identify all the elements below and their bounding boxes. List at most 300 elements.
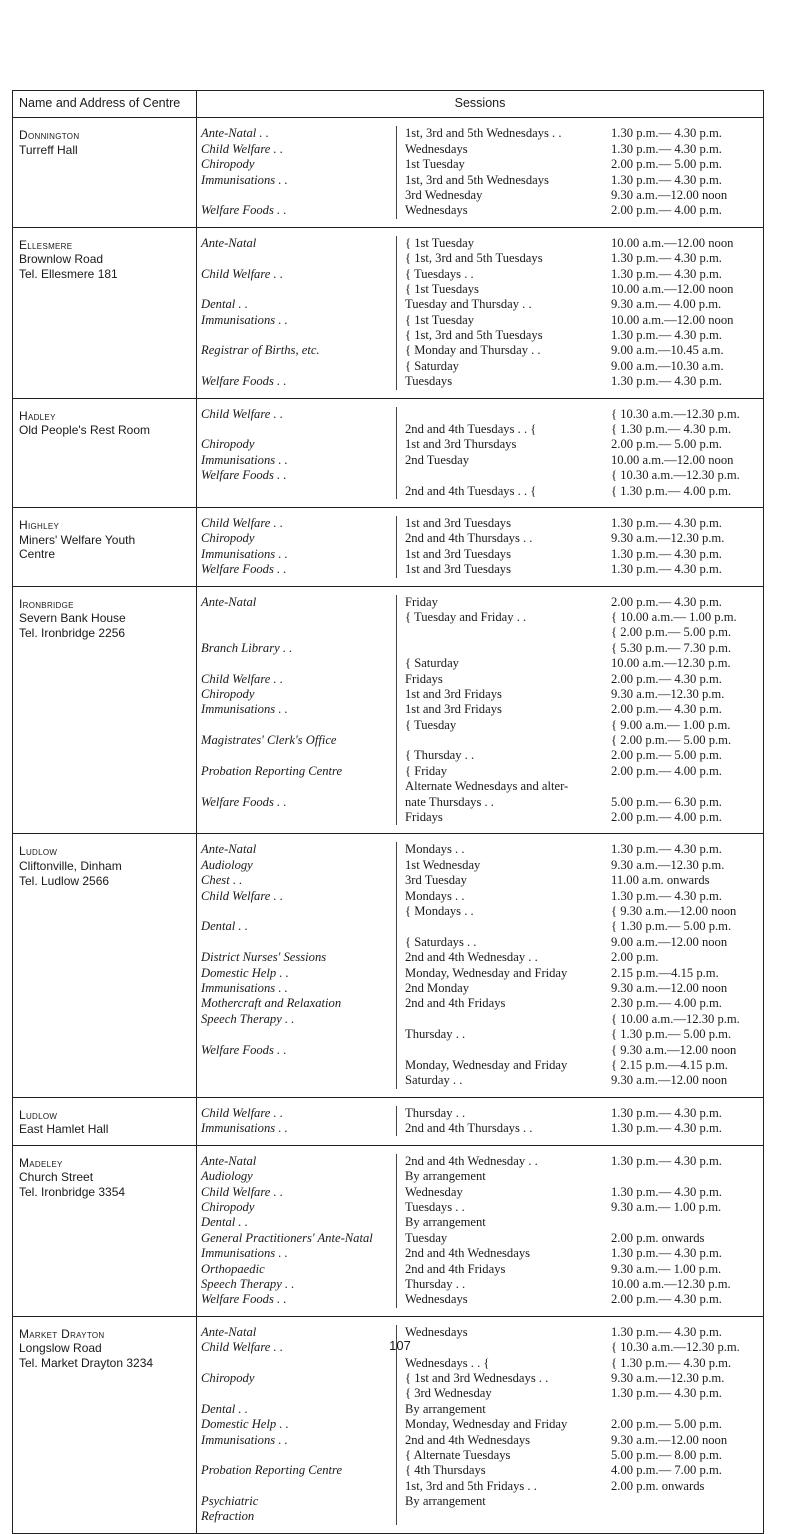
service-item: Speech Therapy . .: [201, 1276, 295, 1291]
session-day: { 1st, 3rd and 5th Tuesdays: [405, 328, 543, 343]
session-time: { 1.30 p.m.— 4.30 p.m.: [611, 422, 732, 437]
times-column: [609, 236, 759, 390]
session-time: 9.30 a.m.—12.00 noon: [611, 1432, 728, 1447]
centre-name: Madeley: [19, 1155, 63, 1170]
session-time: 2.00 p.m.— 5.00 p.m.: [611, 437, 722, 452]
session-time: 2.00 p.m.— 4.30 p.m.: [611, 594, 722, 609]
times-column: [609, 126, 759, 218]
table-header-row: [13, 91, 764, 118]
session-time: 9.30 a.m.—12.00 noon: [611, 980, 728, 995]
session-time: 1.30 p.m.— 4.30 p.m.: [611, 546, 722, 561]
session-day: 2nd and 4th Thursdays . .: [405, 531, 533, 546]
centre-row: [13, 834, 764, 1097]
centre-address-line: Miners' Welfare Youth: [19, 532, 136, 547]
session-day: 1st Wednesday: [405, 857, 481, 872]
service-item: Probation Reporting Centre: [201, 1463, 343, 1478]
session-day: 1st and 3rd Tuesdays: [405, 546, 512, 561]
service-item: Child Welfare . .: [201, 888, 283, 903]
session-day: 1st and 3rd Thursdays: [405, 437, 517, 452]
service-item: Immunisations . .: [201, 1432, 288, 1447]
session-time: { 1.30 p.m.— 5.00 p.m.: [611, 1027, 732, 1042]
centre-row: [13, 1097, 764, 1145]
session-time: 1.30 p.m.— 4.30 p.m.: [611, 842, 722, 857]
session-day: 1st Tuesday: [405, 157, 465, 172]
service-item: [201, 1448, 392, 1463]
centre-sessions: [197, 398, 764, 507]
session-time: 1.30 p.m.— 4.30 p.m.: [611, 1386, 722, 1401]
session-time: { 5.30 p.m.— 7.30 p.m.: [611, 640, 732, 655]
session-time: 1.30 p.m.— 4.30 p.m.: [611, 126, 722, 141]
service-item: Dental . .: [201, 1215, 248, 1230]
service-item: Dental . .: [201, 297, 248, 312]
session-day: 2nd and 4th Wednesday . .: [405, 1153, 538, 1168]
session-time: [611, 1494, 759, 1509]
centre-row: [13, 586, 764, 834]
service-item: Child Welfare . .: [201, 266, 283, 281]
times-column: [609, 595, 759, 826]
centre-name-address: [13, 834, 197, 1097]
session-time: 1.30 p.m.— 4.30 p.m.: [611, 251, 722, 266]
service-item: Chiropody: [201, 157, 255, 172]
service-item: Immunisations . .: [201, 1121, 288, 1136]
session-day: 2nd and 4th Thursdays . .: [405, 1121, 533, 1136]
centre-address-line: Tel. Ellesmere 181: [19, 266, 118, 281]
svc-column: [201, 842, 397, 1088]
session-day: [405, 733, 609, 748]
session-time: 4.00 p.m.— 7.00 p.m.: [611, 1463, 722, 1478]
svc-column: [201, 516, 397, 578]
service-item: Immunisations . .: [201, 172, 288, 187]
svc-column: [201, 407, 397, 499]
session-day: { 4th Thursdays: [405, 1463, 486, 1478]
service-item: [201, 422, 392, 437]
session-day: By arrangement: [405, 1215, 486, 1230]
centre-name: Hadley: [19, 408, 56, 423]
centre-sessions: [197, 118, 764, 227]
session-time: 9.00 a.m.—10.45 a.m.: [611, 343, 724, 358]
session-time: { 2.00 p.m.— 5.00 p.m.: [611, 733, 732, 748]
session-time: 9.30 a.m.— 1.00 p.m.: [611, 1200, 722, 1215]
centre-address-line: Old People's Rest Room: [19, 423, 151, 438]
service-item: Refraction: [201, 1509, 255, 1524]
service-item: Chiropody: [201, 437, 255, 452]
session-day: Thursday . .: [405, 1276, 466, 1291]
session-day: By arrangement: [405, 1494, 486, 1509]
service-item: General Practitioners' Ante-Natal: [201, 1230, 373, 1245]
session-day: 2nd and 4th Fridays: [405, 1261, 506, 1276]
service-item: Ante-Natal . .: [201, 126, 269, 141]
service-item: Ante-Natal: [201, 1324, 257, 1339]
service-item: [201, 748, 392, 763]
session-day: Wednesdays: [405, 1324, 468, 1339]
service-item: [201, 282, 392, 297]
centre-row: [13, 118, 764, 227]
session-day: Mondays . .: [405, 888, 465, 903]
centre-name: Ironbridge: [19, 596, 74, 611]
centre-name: Ludlow: [19, 1107, 58, 1122]
session-day: [405, 468, 609, 483]
session-time: { 9.30 a.m.—12.00 noon: [611, 1042, 737, 1057]
svc-column: [201, 126, 397, 218]
centre-address-line: Church Street: [19, 1170, 94, 1185]
session-day: 1st and 3rd Tuesdays: [405, 562, 512, 577]
service-item: Welfare Foods . .: [201, 374, 287, 389]
times-column: [609, 1325, 759, 1525]
session-day: { Saturday: [405, 656, 459, 671]
session-day: { 1st Tuesday: [405, 235, 475, 250]
session-time: 9.30 a.m.— 1.00 p.m.: [611, 1261, 722, 1276]
service-item: [201, 610, 392, 625]
service-item: [201, 935, 392, 950]
service-item: Welfare Foods . .: [201, 562, 287, 577]
service-item: Child Welfare . .: [201, 1184, 283, 1199]
session-time: 1.30 p.m.— 4.30 p.m.: [611, 374, 722, 389]
service-item: [201, 779, 392, 794]
session-day: { 1st, 3rd and 5th Tuesdays: [405, 251, 543, 266]
service-item: [201, 625, 392, 640]
clinic-schedule-table: [12, 90, 764, 1534]
session-day: By arrangement: [405, 1169, 486, 1184]
session-day: 1st and 3rd Fridays: [405, 686, 502, 701]
session-time: [611, 1169, 759, 1184]
centre-name-address: [13, 1145, 197, 1316]
service-item: Speech Therapy . .: [201, 1011, 295, 1026]
service-item: [201, 328, 392, 343]
centre-sessions: [197, 227, 764, 398]
session-time: 9.00 a.m.—10.30 a.m.: [611, 358, 724, 373]
service-item: Domestic Help . .: [201, 965, 289, 980]
session-day: 1st, 3rd and 5th Wednesdays: [405, 172, 549, 187]
session-time: { 1.30 p.m.— 5.00 p.m.: [611, 919, 732, 934]
session-day: 2nd and 4th Wednesdays: [405, 1246, 531, 1261]
session-day: Thursday . .: [405, 1027, 466, 1042]
session-day: { 1st Tuesday: [405, 312, 475, 327]
session-day: 3rd Tuesday: [405, 873, 467, 888]
service-item: Immunisations . .: [201, 546, 288, 561]
centre-sessions: [197, 1145, 764, 1316]
session-time: 1.30 p.m.— 4.30 p.m.: [611, 888, 722, 903]
service-item: Dental . .: [201, 919, 248, 934]
session-day: { Tuesday: [405, 717, 457, 732]
session-day: { Thursday . .: [405, 748, 475, 763]
service-item: Child Welfare . .: [201, 1105, 283, 1120]
session-time: { 1.30 p.m.— 4.00 p.m.: [611, 483, 732, 498]
session-time: 2.00 p.m.— 4.30 p.m.: [611, 671, 722, 686]
service-item: Ante-Natal: [201, 594, 257, 609]
centre-name-address: [13, 118, 197, 227]
centre-row: [13, 508, 764, 587]
session-day: Fridays: [405, 671, 443, 686]
session-time: 10.00 a.m.—12.00 noon: [611, 235, 734, 250]
session-time: 9.30 a.m.—12.30 p.m.: [611, 531, 725, 546]
service-item: Orthopaedic: [201, 1261, 265, 1276]
session-time: { 10.00 a.m.—12.30 p.m.: [611, 1011, 740, 1026]
session-time: 10.00 a.m.—12.00 noon: [611, 312, 734, 327]
session-time: 9.30 a.m.—12.30 p.m.: [611, 686, 725, 701]
session-time: 1.30 p.m.— 4.30 p.m.: [611, 516, 722, 530]
days-column: [397, 236, 609, 390]
service-item: Child Welfare . .: [201, 1340, 283, 1355]
times-column: [609, 407, 759, 499]
session-day: Tuesdays . .: [405, 1200, 465, 1215]
service-item: Ante-Natal: [201, 842, 257, 857]
session-time: 9.30 a.m.—12.00 noon: [611, 1073, 728, 1088]
session-time: 2.00 p.m.— 5.00 p.m.: [611, 748, 722, 763]
session-day: Monday, Wednesday and Friday: [405, 1057, 568, 1072]
session-day: { Saturdays . .: [405, 934, 477, 949]
service-item: Immunisations . .: [201, 452, 288, 467]
session-day: nate Thursdays . .: [405, 794, 494, 809]
session-day: [405, 641, 609, 656]
centre-address-line: Tel. Market Drayton 3234: [19, 1355, 154, 1370]
centre-row: [13, 227, 764, 398]
centre-address-line: Tel. Ironbridge 2256: [19, 625, 126, 640]
session-time: 10.00 a.m.—12.30 p.m.: [611, 1276, 731, 1291]
service-item: Chiropody: [201, 686, 255, 701]
centre-row: [13, 398, 764, 507]
session-day: Monday, Wednesday and Friday: [405, 1417, 568, 1432]
times-column: [609, 1106, 759, 1137]
service-item: Immunisations . .: [201, 312, 288, 327]
service-item: [201, 1356, 392, 1371]
session-time: 2.00 p.m.— 4.00 p.m.: [611, 810, 722, 825]
session-time: [611, 779, 759, 794]
session-day: Mondays . .: [405, 842, 465, 857]
centre-address-line: Brownlow Road: [19, 252, 104, 267]
session-time: { 1.30 p.m.— 4.30 p.m.: [611, 1355, 732, 1370]
session-day: Monday, Wednesday and Friday: [405, 965, 568, 980]
session-time: 2.00 p.m.: [611, 950, 659, 965]
session-time: 1.30 p.m.— 4.30 p.m.: [611, 141, 722, 156]
service-item: Child Welfare . .: [201, 141, 283, 156]
service-item: [201, 1027, 392, 1042]
service-item: [201, 1386, 392, 1401]
session-day: Wednesdays: [405, 203, 468, 218]
centre-address-line: East Hamlet Hall: [19, 1122, 109, 1137]
centre-name: Ludlow: [19, 844, 58, 859]
centre-address-line: Longslow Road: [19, 1341, 102, 1356]
session-time: 9.30 a.m.—12.30 p.m.: [611, 1370, 725, 1385]
service-item: Registrar of Births, etc.: [201, 343, 320, 358]
service-item: Psychiatric: [201, 1494, 259, 1509]
days-column: [397, 126, 609, 218]
session-day: Wednesdays: [405, 1292, 468, 1307]
days-column: [397, 516, 609, 578]
service-item: Welfare Foods . .: [201, 203, 287, 218]
centre-address-line: Cliftonville, Dinham: [19, 859, 122, 874]
svc-column: [201, 1325, 397, 1525]
days-column: [397, 1106, 609, 1137]
session-time: 2.30 p.m.— 4.00 p.m.: [611, 996, 722, 1011]
session-day: 1st and 3rd Fridays: [405, 702, 502, 717]
session-time: 9.00 a.m.—12.00 noon: [611, 934, 728, 949]
session-day: [405, 1012, 609, 1027]
session-time: 2.00 p.m.— 4.30 p.m.: [611, 1292, 722, 1307]
session-day: { Tuesdays . .: [405, 266, 474, 281]
session-day: { Alternate Tuesdays: [405, 1447, 511, 1462]
service-item: Ante-Natal: [201, 235, 257, 250]
centre-name: Donnington: [19, 128, 80, 143]
centre-sessions: [197, 508, 764, 587]
session-time: 2.00 p.m.— 5.00 p.m.: [611, 1417, 722, 1432]
svc-column: [201, 595, 397, 826]
session-time: 2.15 p.m.—4.15 p.m.: [611, 965, 719, 980]
session-day: { 3rd Wednesday: [405, 1386, 492, 1401]
centre-name-address: [13, 227, 197, 398]
service-item: Chest . .: [201, 873, 243, 888]
service-item: [201, 251, 392, 266]
session-day: [405, 1043, 609, 1058]
session-time: 5.00 p.m.— 6.30 p.m.: [611, 794, 722, 809]
centre-name-address: [13, 398, 197, 507]
session-time: 2.00 p.m.— 4.30 p.m.: [611, 702, 722, 717]
session-time: [611, 1402, 759, 1417]
session-time: 1.30 p.m.— 4.30 p.m.: [611, 1184, 722, 1199]
service-item: Chiropody: [201, 1370, 255, 1385]
service-item: [201, 188, 392, 203]
session-time: 1.30 p.m.— 4.30 p.m.: [611, 562, 722, 577]
service-item: [201, 1058, 392, 1073]
service-item: District Nurses' Sessions: [201, 950, 327, 965]
service-item: Welfare Foods . .: [201, 794, 287, 809]
session-time: 1.30 p.m.— 4.30 p.m.: [611, 1105, 722, 1120]
centre-address-line: Tel. Ironbridge 3354: [19, 1185, 126, 1200]
service-item: Welfare Foods . .: [201, 468, 287, 483]
session-day: 2nd Tuesday: [405, 452, 470, 467]
session-time: 9.30 a.m.— 4.00 p.m.: [611, 297, 722, 312]
service-item: Child Welfare . .: [201, 406, 283, 421]
session-day: Fridays: [405, 810, 443, 825]
centre-name: Ellesmere: [19, 237, 73, 252]
centre-name-address: [13, 586, 197, 834]
session-day: 3rd Wednesday: [405, 187, 483, 202]
service-item: Immunisations . .: [201, 1246, 288, 1261]
days-column: [397, 595, 609, 826]
service-item: [201, 656, 392, 671]
service-item: Branch Library . .: [201, 640, 293, 655]
session-day: 2nd and 4th Fridays: [405, 996, 506, 1011]
session-time: 10.00 a.m.—12.30 p.m.: [611, 656, 731, 671]
session-time: { 2.00 p.m.— 5.00 p.m.: [611, 625, 732, 640]
service-item: Immunisations . .: [201, 980, 288, 995]
centre-row: [13, 1145, 764, 1316]
service-item: Immunisations . .: [201, 702, 288, 717]
session-day: Alternate Wednesdays and alter-: [405, 779, 569, 794]
session-time: 1.30 p.m.— 4.30 p.m.: [611, 328, 722, 343]
session-day: [405, 407, 609, 422]
session-time: { 10.00 a.m.— 1.00 p.m.: [611, 609, 737, 624]
service-item: Welfare Foods . .: [201, 1292, 287, 1307]
days-column: [397, 842, 609, 1088]
session-time: 11.00 a.m. onwards: [611, 873, 710, 888]
session-day: 1st, 3rd and 5th Fridays . .: [405, 1478, 537, 1493]
sessions-column-header: Sessions: [197, 91, 764, 118]
session-time: 1.30 p.m.— 4.30 p.m.: [611, 172, 722, 187]
session-day: { Monday and Thursday . .: [405, 343, 541, 358]
session-day: Tuesday and Thursday . .: [405, 297, 532, 312]
times-column: [609, 1154, 759, 1308]
service-item: Mothercraft and Relaxation: [201, 996, 342, 1011]
session-day: 2nd and 4th Wednesday . .: [405, 950, 538, 965]
session-time: 1.30 p.m.— 4.30 p.m.: [611, 1246, 722, 1261]
session-time: 2.00 p.m.— 4.00 p.m.: [611, 763, 722, 778]
session-time: 1.30 p.m.— 4.30 p.m.: [611, 1121, 722, 1136]
session-day: 2nd and 4th Tuesdays . . {: [405, 483, 537, 498]
session-day: 2nd and 4th Wednesdays: [405, 1432, 531, 1447]
service-item: [201, 718, 392, 733]
session-time: [611, 1215, 759, 1230]
service-item: [201, 904, 392, 919]
session-day: 1st, 3rd and 5th Wednesdays . .: [405, 126, 562, 141]
centre-address-line: Tel. Ludlow 2566: [19, 873, 110, 888]
session-day: Thursday . .: [405, 1105, 466, 1120]
service-item: [201, 359, 392, 374]
centre-sessions: [197, 586, 764, 834]
session-time: 1.30 p.m.— 4.30 p.m.: [611, 1153, 722, 1168]
session-time: { 9.30 a.m.—12.00 noon: [611, 903, 737, 918]
service-item: Dental . .: [201, 1401, 248, 1416]
session-time: 10.00 a.m.—12.00 noon: [611, 452, 734, 467]
session-time: 9.30 a.m.—12.30 p.m.: [611, 857, 725, 872]
session-time: { 10.30 a.m.—12.30 p.m.: [611, 406, 740, 421]
session-day: { Mondays . .: [405, 903, 474, 918]
service-item: Ante-Natal: [201, 1153, 257, 1168]
session-day: 2nd and 4th Tuesdays . . {: [405, 422, 537, 437]
session-time: 10.00 a.m.—12.00 noon: [611, 281, 734, 296]
service-item: Probation Reporting Centre: [201, 763, 343, 778]
session-time: { 10.30 a.m.—12.30 p.m.: [611, 468, 740, 483]
centre-address-line: Turreff Hall: [19, 143, 78, 157]
service-item: Audiology: [201, 857, 253, 872]
session-day: Wednesday: [405, 1184, 463, 1199]
session-day: Tuesday: [405, 1230, 448, 1245]
session-day: Wednesdays: [405, 141, 468, 156]
centre-name-address: [13, 1097, 197, 1145]
session-time: { 10.30 a.m.—12.30 p.m.: [611, 1340, 740, 1355]
session-time: 2.00 p.m.— 5.00 p.m.: [611, 157, 722, 172]
svc-column: [201, 1154, 397, 1308]
session-day: { 1st and 3rd Wednesdays . .: [405, 1370, 549, 1385]
session-time: { 2.15 p.m.—4.15 p.m.: [611, 1057, 728, 1072]
session-day: Tuesdays: [405, 374, 453, 389]
session-time: 9.30 a.m.—12.00 noon: [611, 187, 728, 202]
session-day: { Saturday: [405, 358, 459, 373]
days-column: [397, 1154, 609, 1308]
times-column: [609, 842, 759, 1088]
session-day: Friday: [405, 594, 438, 609]
centre-sessions: [197, 1097, 764, 1145]
session-time: { 9.00 a.m.— 1.00 p.m.: [611, 717, 731, 732]
centre-address-line: Centre: [19, 547, 56, 562]
service-item: Audiology: [201, 1169, 253, 1184]
svc-column: [201, 1106, 397, 1137]
session-time: 1.30 p.m.— 4.30 p.m.: [611, 266, 722, 281]
session-time: 2.00 p.m. onwards: [611, 1478, 705, 1493]
session-day: By arrangement: [405, 1401, 486, 1416]
service-item: Welfare Foods . .: [201, 1042, 287, 1057]
service-item: Child Welfare . .: [201, 516, 283, 530]
session-day: 1st and 3rd Tuesdays: [405, 516, 512, 530]
table-body: [13, 118, 764, 1533]
session-time: 1.30 p.m.— 4.30 p.m.: [611, 1324, 722, 1339]
centre-name: Market Drayton: [19, 1326, 105, 1341]
service-item: [201, 1073, 392, 1088]
service-item: Chiropody: [201, 531, 255, 546]
service-item: Domestic Help . .: [201, 1417, 289, 1432]
days-column: [397, 1325, 609, 1525]
centre-address-line: Severn Bank House: [19, 611, 126, 626]
session-day: [405, 919, 609, 934]
